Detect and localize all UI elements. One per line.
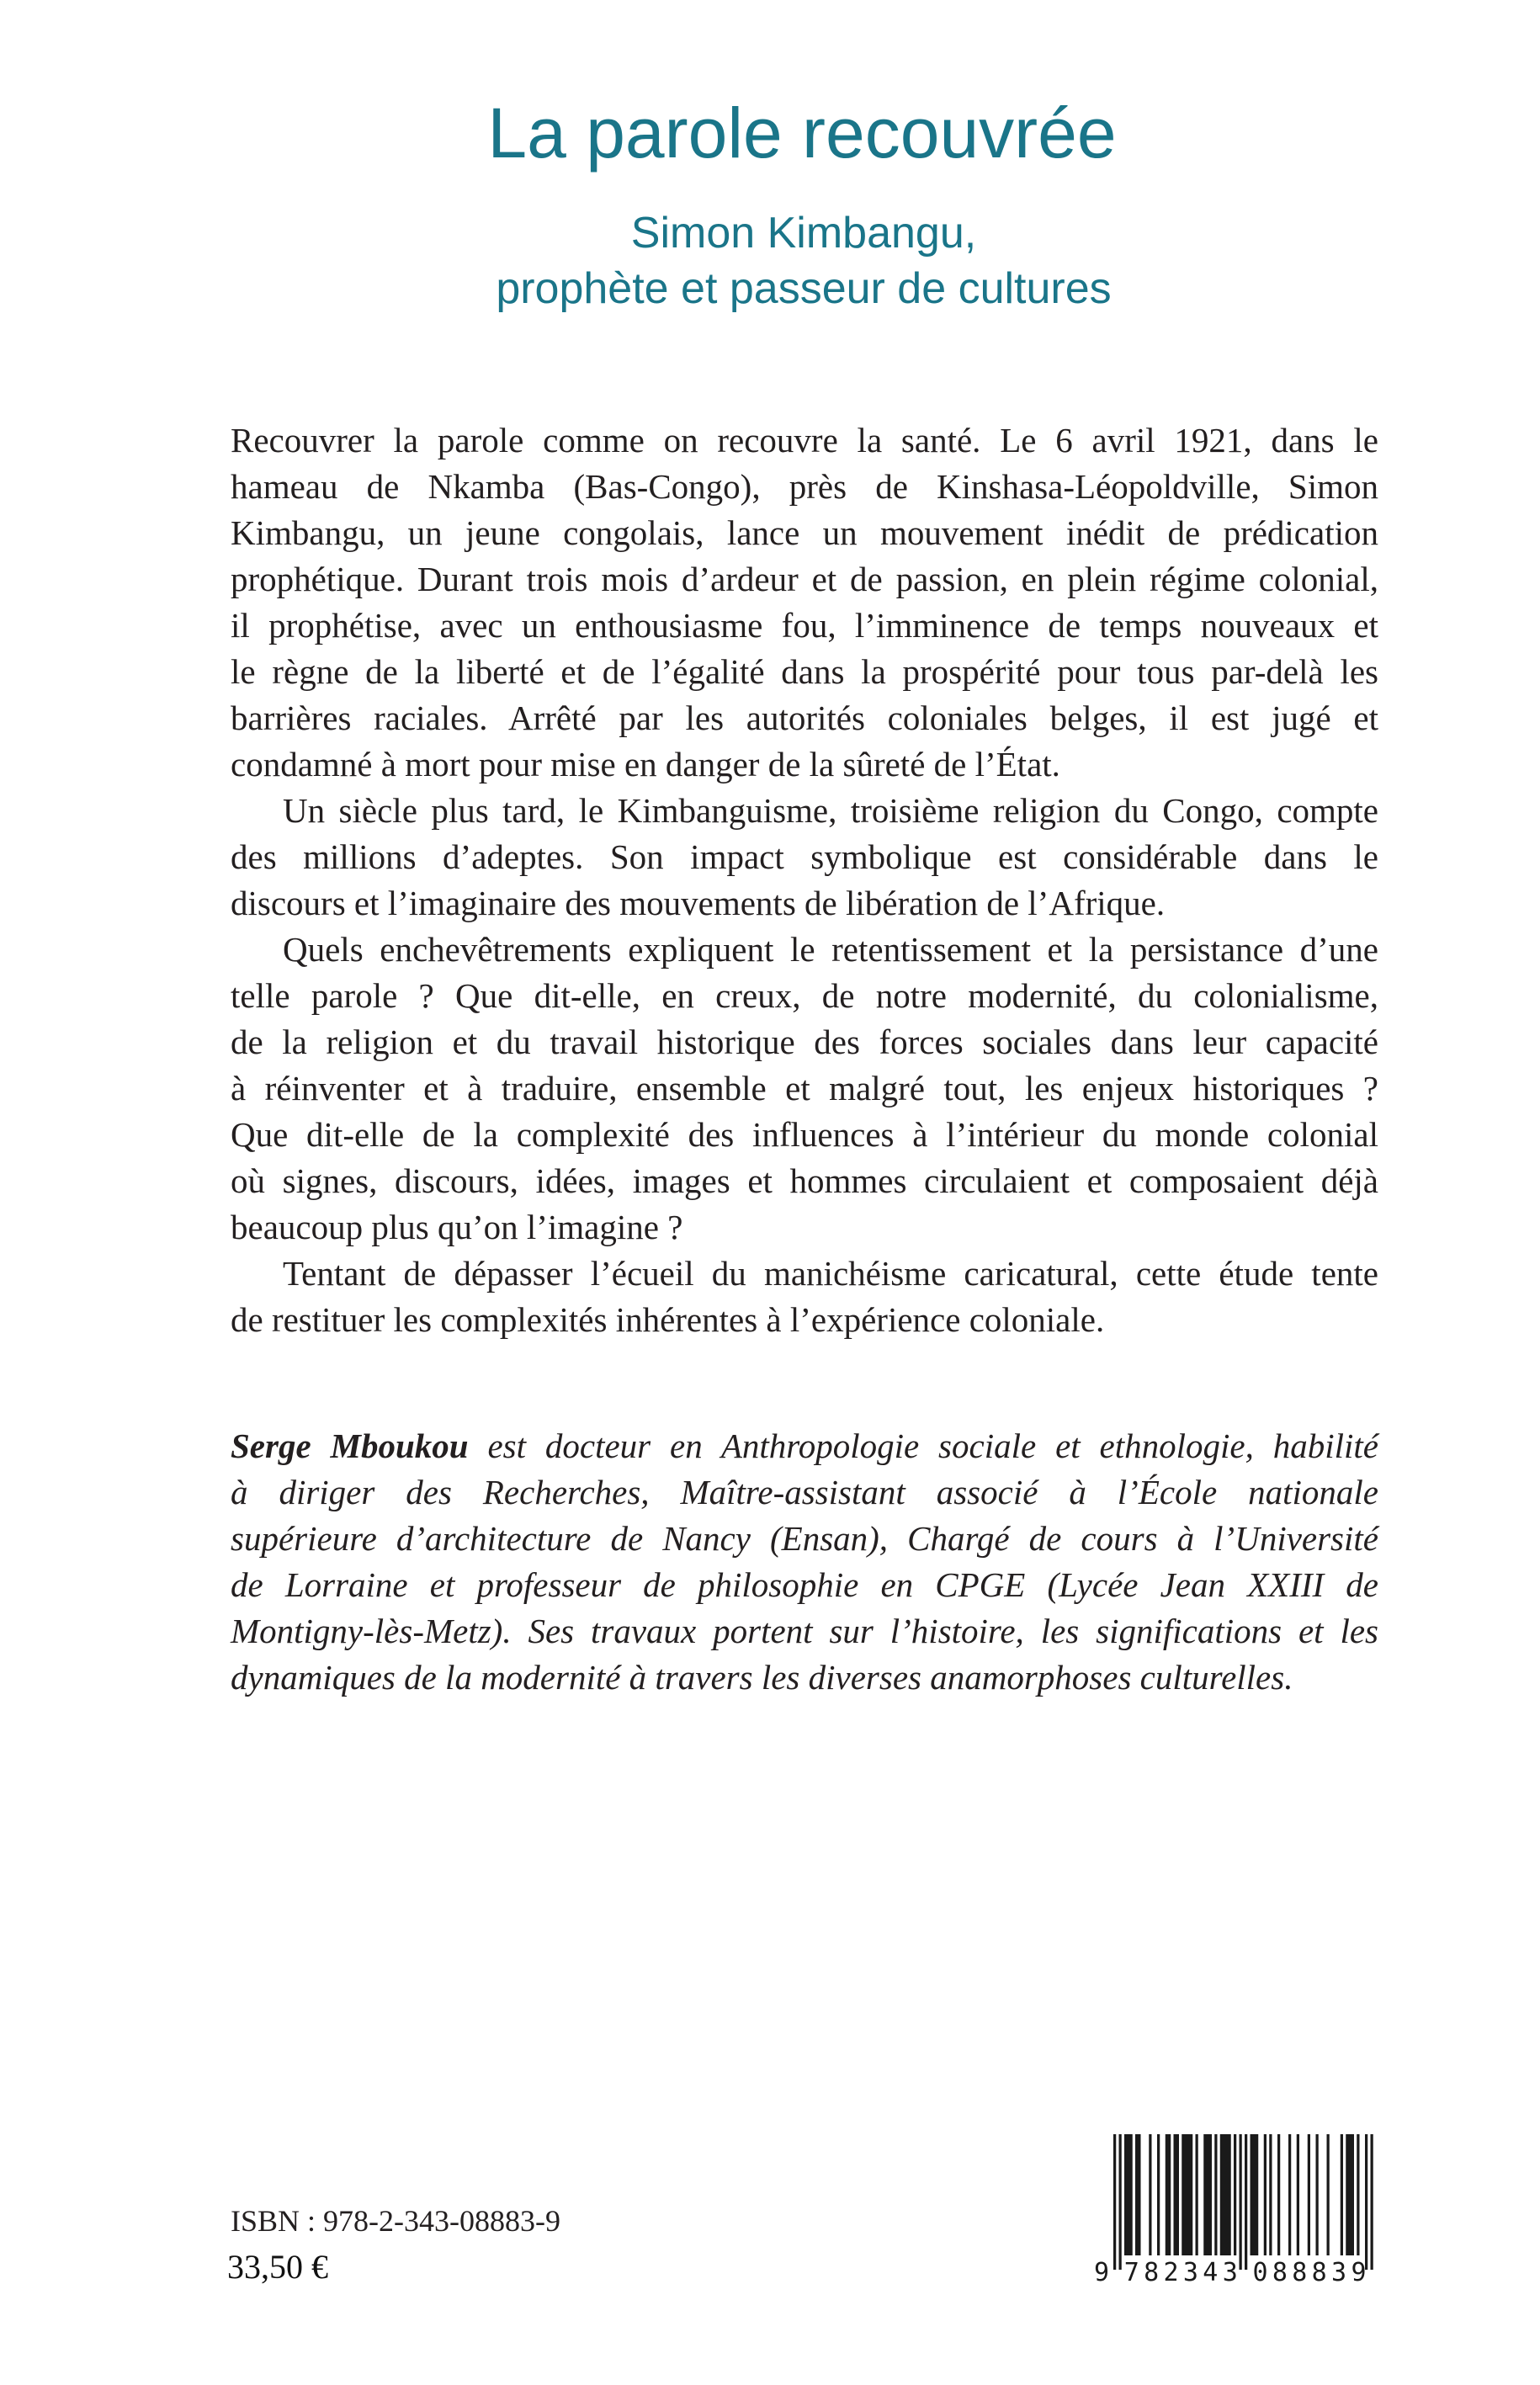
barcode-bar <box>1346 2134 1354 2255</box>
summary-line: à réinventer et à traduire, ensemble et malgré tout, les enjeux historiques ? <box>231 1069 1378 1108</box>
barcode-bar <box>1149 2134 1151 2255</box>
summary-line: barrières raciales. Arrêté par les autorités coloniales belges, il est jugé et <box>231 699 1378 737</box>
summary-line: prophétique. Durant trois mois d’ardeur et de passion, en plein régime colonial, <box>231 560 1378 598</box>
barcode-bar <box>1251 2134 1259 2255</box>
author-bio-line: Montigny-lès-Metz). Ses travaux portent sur l’histoire, les significations et les <box>231 1612 1378 1650</box>
barcode-bar <box>1214 2134 1217 2255</box>
barcode-digits: 9 <box>1094 2258 1110 2287</box>
summary-line: Kimbangu, un jeune congolais, lance un mouvement inédit de prédication <box>231 513 1378 552</box>
barcode-bar <box>1341 2134 1343 2255</box>
author-bio-line: dynamiques de la modernité à travers les diverses anamorphoses culturelles. <box>231 1658 1293 1697</box>
barcode-bar <box>1371 2134 1373 2270</box>
author-bio <box>231 1423 1378 1701</box>
barcode-bar <box>1308 2134 1310 2255</box>
summary-line: où signes, discours, idées, images et hommes circulaient et composaient déjà <box>231 1161 1378 1200</box>
book-subtitle <box>34 205 1540 316</box>
barcode-bar <box>1297 2134 1299 2255</box>
barcode-bar <box>1124 2134 1133 2255</box>
summary-line: Que dit-elle de la complexité des influences à l’intérieur du monde colonial <box>231 1115 1378 1154</box>
barcode-bar <box>1234 2134 1236 2255</box>
summary-line: des millions d’adeptes. Son impact symbolique est considérable dans le <box>231 837 1378 876</box>
summary-text <box>231 417 1378 1343</box>
summary-line: condamné à mort pour mise en danger de la sûreté de l’État. <box>231 745 1060 783</box>
barcode-bar <box>1182 2134 1192 2255</box>
subtitle-line: Simon Kimbangu, <box>630 209 977 258</box>
author-bio-line: de Lorraine et professeur de philosophie en CPGE (Lycée Jean XXIII de <box>231 1565 1378 1604</box>
summary-line: hameau de Nkamba (Bas-Congo), près de Kinshasa-Léopoldville, Simon <box>231 467 1378 506</box>
summary-line: telle parole ? Que dit-elle, en creux, de notre modernité, du colonialisme, <box>231 976 1378 1015</box>
barcode-bar <box>1316 2134 1319 2255</box>
summary-line: il prophétise, avec un enthousiasme fou, l’imminence de temps nouveaux et <box>231 606 1378 645</box>
subtitle-line: prophète et passeur de cultures <box>496 264 1112 313</box>
barcode-bar <box>1166 2134 1171 2255</box>
barcode-bar <box>1203 2134 1212 2255</box>
barcode-bar <box>1264 2134 1267 2255</box>
barcode-bar <box>1288 2134 1291 2255</box>
summary-line: Recouvrer la parole comme on recouvre la santé. Le 6 avril 1921, dans le <box>231 421 1378 459</box>
barcode-ean13 <box>1086 2129 1389 2297</box>
summary-line: Quels enchevêtrements expliquent le retentissement et la persistance d’une <box>283 930 1378 969</box>
barcode-bar <box>1277 2134 1280 2255</box>
summary-line: de la religion et du travail historique des forces sociales dans leur capacité <box>231 1023 1378 1061</box>
author-name: Serge Mboukou <box>231 1426 469 1465</box>
price-label: 33,50 € <box>227 2248 328 2286</box>
barcode-bar <box>1269 2134 1272 2255</box>
barcode-bar <box>1357 2134 1359 2255</box>
summary-line: beaucoup plus qu’on l’imagine ? <box>231 1208 683 1246</box>
barcode-bar <box>1327 2134 1330 2255</box>
summary-line: Tentant de dépasser l’écueil du manichéisme caricatural, cette étude tente <box>283 1254 1378 1293</box>
summary-line: Un siècle plus tard, le Kimbanguisme, troisième religion du Congo, compte <box>283 791 1378 830</box>
barcode-bar <box>1220 2134 1231 2255</box>
barcode-bar <box>1240 2134 1242 2270</box>
barcode-digits: 088839 <box>1252 2258 1367 2287</box>
barcode-bar <box>1113 2134 1116 2270</box>
author-bio-line: Serge Mboukou est docteur en Anthropologie sociale et ethnologie, habilité <box>231 1426 1378 1465</box>
summary-line: le règne de la liberté et de l’égalité dans la prospérité pour tous par-delà les <box>231 652 1378 691</box>
author-bio-line: supérieure d’architecture de Nancy (Ensan), Chargé de cours à l’Université <box>231 1519 1378 1558</box>
barcode-bar <box>1119 2134 1122 2270</box>
barcode-bar <box>1365 2134 1367 2270</box>
barcode-bar <box>1174 2134 1180 2255</box>
barcode-bar <box>1135 2134 1141 2255</box>
barcode-bar <box>1196 2134 1198 2255</box>
barcode-bar <box>1245 2134 1247 2270</box>
barcode-digits: 782343 <box>1123 2258 1238 2287</box>
summary-line: de restituer les complexités inhérentes à l’expérience coloniale. <box>231 1300 1105 1339</box>
author-bio-line: à diriger des Recherches, Maître-assistant associé à l’École nationale <box>231 1473 1378 1511</box>
book-title: La parole recouvrée <box>487 93 1117 173</box>
isbn-label: ISBN : 978-2-343-08883-9 <box>231 2204 560 2238</box>
barcode-bar <box>1157 2134 1160 2255</box>
summary-line: discours et l’imaginaire des mouvements de libération de l’Afrique. <box>231 884 1166 922</box>
